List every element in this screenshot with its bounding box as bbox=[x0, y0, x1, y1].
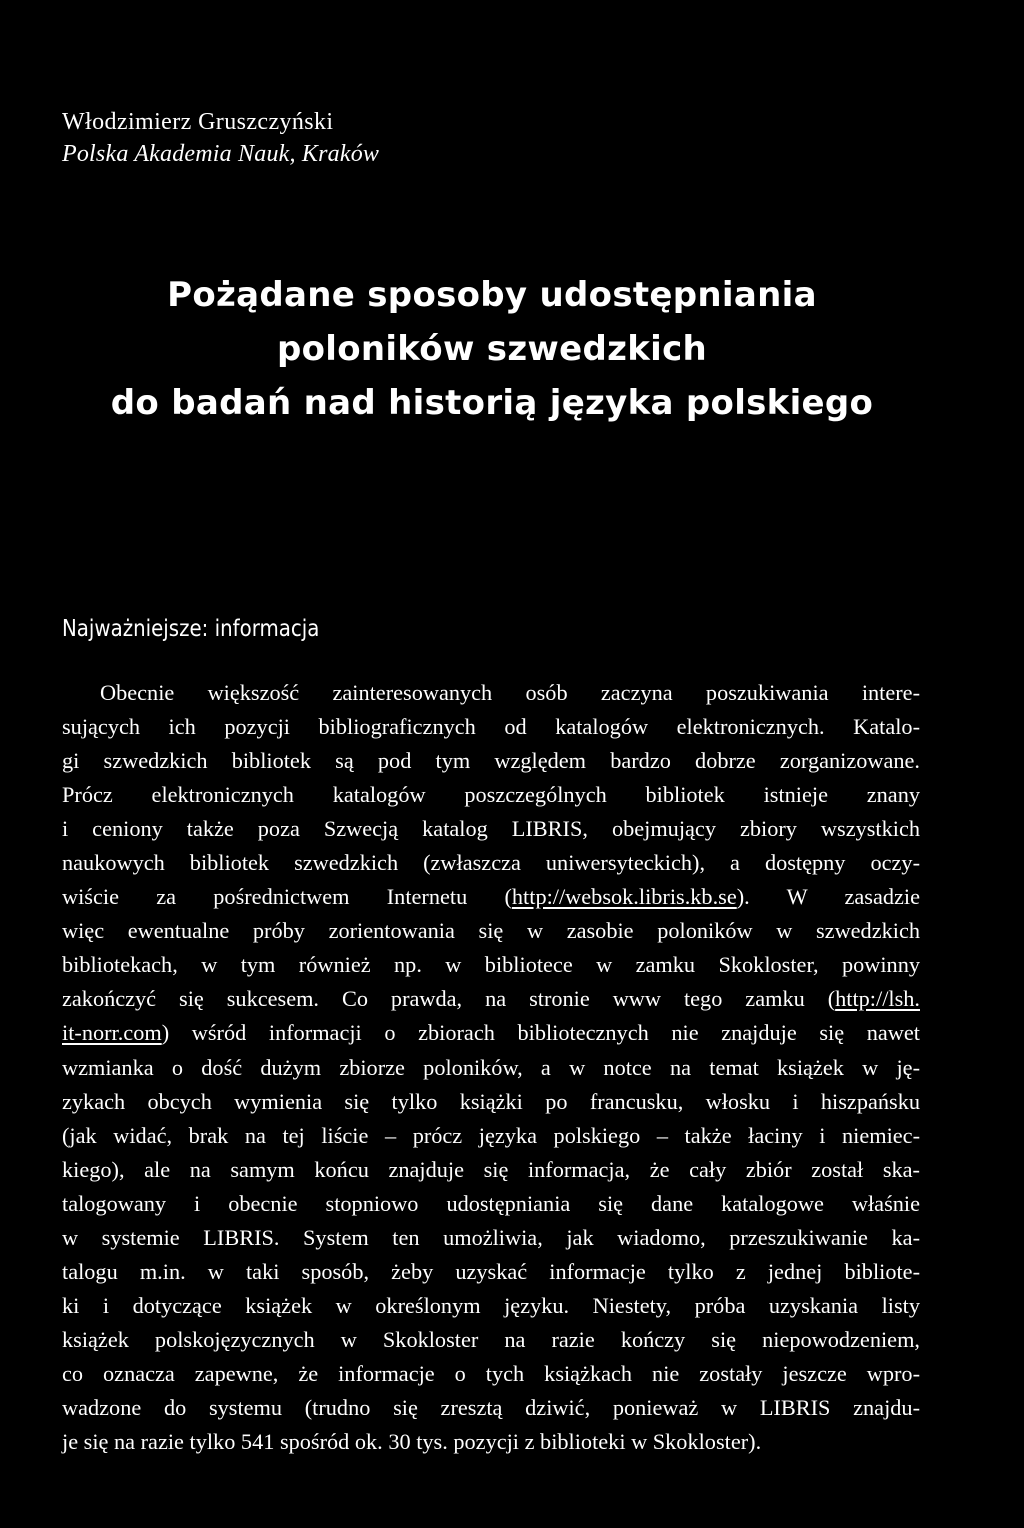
text-line bbox=[62, 1016, 920, 1050]
text-line: Prócz elektronicznych katalogów poszczególnych bibliotek istnieje znany bbox=[62, 782, 920, 808]
text-line: zykach obcych wymienia się tylko książki po francusku, włosku i hiszpańsku bbox=[62, 1088, 920, 1114]
text-line: książek polskojęzycznych w Skokloster na razie kończy się niepowodzeniem, bbox=[62, 1326, 920, 1352]
text-line: w systemie LIBRIS. System ten umożliwia, jak wiadomo, przeszukiwanie ka- bbox=[62, 1224, 920, 1250]
text-line: sujących ich pozycji bibliograficznych od katalogów elektronicznych. Katalo- bbox=[62, 714, 920, 740]
title-line: poloników szwedzkich bbox=[276, 329, 708, 369]
text-line: talogu m.in. w taki sposób, żeby uzyskać informacje tylko z jednej bibliote- bbox=[62, 1258, 920, 1284]
text-line: wadzone do systemu (trudno się zresztą dziwić, ponieważ w LIBRIS znajdu- bbox=[62, 1394, 920, 1420]
body-paragraph bbox=[62, 676, 920, 1459]
text-line bbox=[62, 880, 920, 914]
text-segment: ). W zasadzie bbox=[736, 884, 920, 910]
text-line: wzmianka o dość dużym zbiorze poloników, a w notce na temat książek w ję- bbox=[62, 1054, 920, 1080]
text-line: kiego), ale na samym końcu znajduje się informacja, że cały zbiór został ska- bbox=[62, 1156, 920, 1182]
text-segment: ) wśród informacji o zbiorach bibliotecznych nie znajduje się nawet bbox=[161, 1020, 920, 1046]
text-line: więc ewentualne próby zorientowania się w zasobie poloników w szwedzkich bbox=[62, 918, 920, 944]
title-line: Pożądane sposoby udostępniania bbox=[167, 275, 817, 315]
text-line: bibliotekach, w tym również np. w bibliotece w zamku Skokloster, powinny bbox=[62, 952, 920, 978]
section-heading: Najważniejsze: informacja bbox=[62, 616, 320, 642]
text-line: talogowany i obecnie stopniowo udostępniania się dane katalogowe właśnie bbox=[62, 1190, 920, 1216]
text-line: co oznacza zapewne, że informacje o tych książkach nie zostały jeszcze wpro- bbox=[62, 1360, 920, 1386]
text-line: Obecnie większość zainteresowanych osób zaczyna poszukiwania intere- bbox=[100, 680, 920, 705]
text-line: i ceniony także poza Szwecją katalog LIBRIS, obejmujący zbiory wszystkich bbox=[62, 816, 920, 842]
text-line: naukowych bibliotek szwedzkich (zwłaszcza uniwersyteckich), a dostępny oczy- bbox=[62, 850, 920, 876]
text-line bbox=[62, 982, 920, 1016]
article-title bbox=[60, 268, 924, 430]
skokloster-link-part1[interactable]: http://lsh. bbox=[835, 986, 920, 1012]
text-line: (jak widać, brak na tej liście – prócz języka polskiego – także łaciny i niemiec- bbox=[62, 1122, 920, 1148]
skokloster-link-part2[interactable]: it-norr.com bbox=[62, 1020, 162, 1046]
author-affiliation: Polska Akademia Nauk, Kraków bbox=[62, 141, 380, 167]
libris-link[interactable]: http://websok.libris.kb.se bbox=[511, 884, 737, 910]
text-segment: wiście za pośrednictwem Internetu ( bbox=[62, 884, 512, 910]
text-line: gi szwedzkich bibliotek są pod tym względem bardzo dobrze zorganizowane. bbox=[62, 748, 920, 774]
title-line: do badań nad historią języka polskiego bbox=[110, 383, 874, 423]
text-line: je się na razie tylko 541 spośród ok. 30 tys. pozycji z biblioteki w Skokloster). bbox=[62, 1429, 762, 1455]
text-segment: zakończyć się sukcesem. Co prawda, na stronie www tego zamku ( bbox=[62, 986, 836, 1012]
author-name: Włodzimierz Gruszczyński bbox=[62, 109, 334, 135]
author-block bbox=[62, 106, 762, 170]
text-line: ki i dotyczące książek w określonym języku. Niestety, próba uzyskania listy bbox=[62, 1292, 920, 1318]
